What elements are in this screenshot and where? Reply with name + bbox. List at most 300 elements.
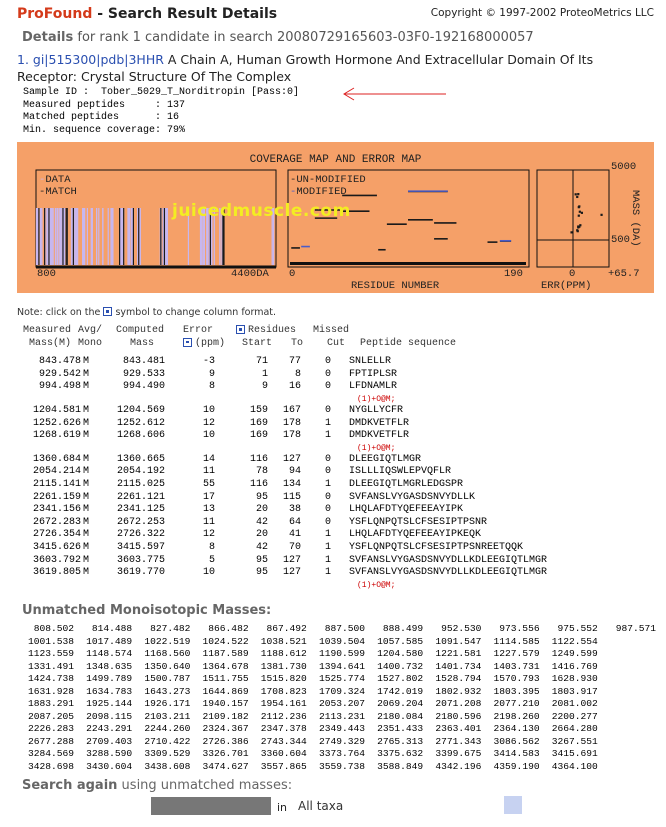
unmatched-mass: 887.500 [324, 623, 365, 634]
unmatched-mass: 3309.529 [144, 748, 191, 759]
search-again-label: Search again [22, 778, 118, 793]
cell-to: 70 [288, 541, 301, 553]
unmatched-mass: 3559.738 [318, 760, 365, 772]
protein-link[interactable]: 1. gi|515300|pdb|3HHR [17, 52, 164, 67]
error-point [578, 205, 580, 207]
cell-seq: SNLELLR [349, 356, 392, 368]
unmatched-mass: 1926.171 [144, 698, 191, 709]
sample-id: Sample ID : Tober_5029_T_Norditropin [Pass:0] [23, 87, 300, 98]
cell-type: M [83, 529, 90, 541]
unmatched-mass: 1188.612 [260, 648, 307, 659]
cell-computed: 2726.322 [116, 529, 165, 541]
cell-to: 64 [288, 516, 301, 528]
table-row [23, 529, 482, 542]
unmatched-mass: 3284.569 [27, 748, 74, 759]
x-left-min: 800 [37, 268, 56, 280]
cell-start: 95 [255, 491, 268, 503]
unmatched-mass: 1190.599 [318, 648, 365, 659]
unmatched-mass: 1708.823 [260, 685, 307, 697]
unmatched-mass: 814.488 [91, 623, 133, 634]
cell-to: 8 [294, 368, 301, 380]
modification-note: (1)+O@M; [357, 580, 396, 590]
modification-note: (1)+O@M; [357, 443, 396, 453]
unmatched-mass: 4342.196 [435, 760, 482, 772]
cell-cut: 1 [324, 541, 331, 553]
details-text: for rank 1 candidate in search 20080729165603-03F0-192168000057 [73, 30, 534, 45]
cell-error: 9 [208, 368, 215, 380]
unmatched-mass: 1114.585 [493, 635, 540, 647]
unmatched-mass: 1644.869 [202, 685, 249, 697]
cell-cut: 1 [324, 554, 331, 566]
cell-computed: 1268.606 [116, 430, 165, 442]
cell-to: 38 [288, 504, 301, 516]
cell-cut: 0 [324, 516, 331, 528]
cell-measured: 2115.141 [32, 478, 81, 490]
cell-computed: 3619.770 [116, 567, 165, 579]
cell-seq: DLEEGIQTLMGR [349, 453, 422, 465]
unmatched-mass: 3267.551 [551, 735, 598, 747]
cell-error: 55 [202, 478, 215, 490]
cell-type: M [83, 478, 90, 490]
measured-peptides: Measured peptides : 137 [23, 99, 186, 111]
cell-computed: 1204.569 [116, 404, 165, 416]
x-right-label: ERR(PPM) [541, 280, 592, 292]
unmatched-mass: 2771.343 [435, 735, 482, 747]
min-coverage: Min. sequence coverage: 79% [23, 124, 186, 136]
x-left-max: 4400DA [231, 268, 269, 280]
unmatched-mass: 808.502 [33, 623, 74, 634]
cell-computed: 1360.665 [116, 453, 165, 465]
unmatched-mass: 1528.794 [435, 673, 482, 684]
cell-cut: 1 [324, 417, 331, 429]
cell-measured: 1360.684 [32, 453, 81, 465]
unmatched-mass: 975.552 [557, 623, 598, 634]
cell-type: M [83, 516, 90, 528]
format-note: Note: click on the symbol to change column format. [17, 307, 277, 318]
y-mass-bottom: 500 [611, 234, 630, 246]
cell-error: 12 [202, 529, 215, 541]
unmatched-mass: 867.492 [266, 623, 307, 634]
unmatched-mass: 1381.730 [260, 660, 307, 672]
unmatched-mass: 2347.378 [260, 723, 307, 734]
page-title-text: - Search Result Details [92, 6, 278, 22]
unmatched-mass: 1204.580 [377, 648, 424, 659]
cell-type: M [83, 430, 90, 442]
cell-error: 11 [202, 466, 215, 478]
unmatched-mass: 1628.930 [551, 673, 598, 684]
unmatched-mass: 1802.932 [435, 685, 482, 697]
cell-measured: 1268.619 [32, 430, 81, 442]
unmatched-mass: 1017.489 [86, 635, 133, 647]
page-title [17, 6, 277, 22]
cell-measured: 929.542 [38, 368, 81, 380]
unmatched-mass: 2324.367 [202, 723, 249, 734]
unmatched-mass: 1400.732 [377, 660, 424, 672]
unmatched-mass: 3474.627 [202, 760, 249, 772]
cell-measured: 2341.156 [32, 504, 81, 516]
cell-seq: FPTIPLSR [349, 368, 398, 380]
cell-to: 178 [282, 417, 301, 429]
cell-measured: 2054.214 [32, 466, 81, 478]
cell-start: 20 [255, 504, 268, 516]
table-row [23, 478, 464, 492]
cell-start: 42 [255, 541, 268, 553]
unmatched-mass: 2244.260 [144, 723, 191, 734]
unmatched-mass: 1364.678 [202, 660, 249, 672]
unmatched-mass: 1803.917 [551, 685, 598, 697]
cell-type: M [83, 356, 90, 368]
cell-measured: 1252.626 [32, 417, 81, 429]
unmatched-mass: 1525.774 [318, 673, 365, 684]
unmatched-mass: 2743.344 [260, 735, 307, 747]
cell-to: 115 [282, 491, 301, 503]
cell-seq: LFDNAMLR [349, 381, 398, 393]
unmatched-mass: 1348.635 [86, 660, 133, 672]
cell-error: 11 [202, 516, 215, 528]
cell-cut: 0 [324, 356, 331, 368]
cell-to: 77 [288, 356, 301, 368]
unmatched-mass: 2351.433 [377, 723, 424, 734]
cell-computed: 2115.025 [116, 478, 165, 490]
unmatched-mass: 1499.789 [86, 673, 133, 684]
toggle-format-icon[interactable] [103, 307, 112, 316]
cell-seq: LHQLAFDTYQEFEEAYIPKEQK [349, 529, 482, 541]
unmatched-title: Unmatched Monoisotopic Masses: [22, 603, 272, 618]
legend-match: -MATCH [39, 186, 77, 198]
cell-error: 10 [202, 567, 215, 579]
cell-type: M [83, 381, 90, 393]
cell-measured: 2672.283 [32, 516, 81, 528]
cell-cut: 0 [324, 453, 331, 465]
unmatched-mass: 2069.204 [377, 698, 424, 709]
protein-description [17, 51, 657, 85]
unmatched-mass: 1039.504 [318, 635, 365, 647]
cell-cut: 0 [324, 491, 331, 503]
unmatched-mass: 2087.205 [27, 710, 74, 722]
cell-type: M [83, 554, 90, 566]
cell-measured: 994.498 [38, 381, 81, 393]
cell-measured: 2261.159 [32, 491, 81, 503]
cell-measured: 3415.626 [32, 541, 81, 553]
cell-computed: 994.490 [122, 381, 165, 393]
cell-cut: 1 [324, 529, 331, 541]
unmatched-mass: 1954.161 [260, 698, 307, 709]
unmatched-mass: 2226.283 [27, 723, 74, 734]
x-mid-label: RESIDUE NUMBER [351, 280, 440, 292]
unmatched-mass: 2109.182 [202, 710, 249, 722]
unmatched-mass: 2071.208 [435, 698, 482, 709]
table-row [23, 491, 476, 505]
cell-start: 159 [249, 404, 268, 416]
unmatched-mass: 2112.236 [260, 710, 307, 722]
unmatched-mass: 1394.641 [318, 660, 365, 672]
unmatched-mass: 2726.386 [202, 735, 249, 747]
cell-start: 9 [261, 381, 268, 393]
unmatched-mass: 2103.211 [144, 710, 191, 722]
unmatched-mass: 1187.589 [202, 648, 249, 659]
unmatched-mass: 1227.579 [493, 648, 540, 659]
cell-cut: 0 [324, 466, 331, 478]
table-row [23, 404, 404, 418]
legend-unmodified: -UN-MODIFIED [290, 174, 366, 186]
cell-computed: 3603.775 [116, 554, 165, 566]
table-row [23, 368, 398, 382]
unmatched-mass: 1634.783 [86, 685, 133, 697]
unmatched-mass: 2364.130 [493, 723, 540, 734]
unmatched-mass: 2349.443 [318, 723, 365, 734]
taxa-select[interactable]: All taxa [298, 799, 344, 813]
error-points [570, 193, 602, 233]
unmatched-mass: 1038.521 [260, 635, 307, 647]
table-header-row-2: Mass(M) Mono Mass (ppm) Start To Cut Peptide sequence [29, 337, 457, 349]
unmatched-mass: 1527.802 [377, 673, 424, 684]
unmatched-mass: 1940.157 [202, 698, 249, 709]
table-row [23, 417, 410, 431]
watermark-text: juicedmuscle.com [172, 201, 351, 221]
cell-type: M [83, 453, 90, 465]
unmatched-mass: 973.556 [499, 623, 540, 634]
cell-error: 8 [208, 381, 215, 393]
unmatched-mass: 1350.640 [144, 660, 191, 672]
error-point [576, 229, 578, 231]
x-right-max: +65.7 [608, 268, 640, 280]
cell-computed: 2672.253 [116, 516, 165, 528]
unmatched-mass: 2113.231 [318, 710, 365, 722]
cell-error: 12 [202, 417, 215, 429]
cell-measured: 3619.805 [32, 567, 81, 579]
cell-error: -3 [202, 356, 215, 368]
cell-seq: ISLLLIQSWLEPVQFLR [349, 466, 452, 478]
unmatched-mass: 1416.769 [551, 660, 598, 672]
unmatched-mass: 3288.590 [86, 748, 133, 759]
table-row [23, 356, 392, 369]
table-header-row-1: Measured Avg/ Computed Error Residues Missed [23, 325, 350, 336]
unmatched-mass: 3414.583 [493, 748, 540, 759]
cell-to: 41 [288, 529, 301, 541]
unmatched-mass: 2677.288 [27, 735, 74, 747]
cell-seq: SVFANSLVYGASDSNVYDLLKDLEEGIQTLMGR [349, 554, 548, 566]
error-point [579, 224, 581, 226]
cell-cut: 0 [324, 368, 331, 380]
unmatched-mass: 1925.144 [86, 698, 133, 709]
unmatched-mass: 1168.560 [144, 648, 191, 659]
unmatched-mass: 1022.519 [144, 635, 191, 647]
unmatched-mass: 1709.324 [318, 685, 365, 697]
unmatched-mass: 2198.260 [493, 710, 540, 722]
table-row [23, 504, 464, 517]
unmatched-mass: 866.482 [208, 623, 249, 634]
search-again-line: Search again using unmatched masses: [22, 778, 293, 793]
x-right-min: 0 [569, 268, 576, 280]
unmatched-mass: 1331.491 [27, 660, 74, 672]
cell-seq: DMDKVETFLR [349, 417, 410, 429]
cell-cut: 0 [324, 404, 331, 416]
error-point [575, 193, 577, 195]
unmatched-mass: 1122.554 [551, 635, 598, 647]
table-body [23, 356, 548, 591]
error-point [577, 193, 579, 195]
cell-cut: 0 [324, 381, 331, 393]
unmatched-mass: 1123.559 [27, 648, 74, 659]
cell-error: 14 [202, 453, 215, 465]
unmatched-mass: 3373.764 [318, 748, 365, 759]
unmatched-mass: 3430.604 [86, 760, 133, 772]
cell-type: M [83, 504, 90, 516]
search-again-input[interactable] [151, 797, 271, 815]
table-row [23, 466, 452, 479]
unmatched-mass: 2749.329 [318, 735, 365, 747]
cell-measured: 843.478 [38, 356, 81, 368]
table-row [23, 554, 548, 568]
unmatched-mass: 3438.608 [144, 760, 191, 772]
unmatched-mass: 4364.100 [551, 760, 598, 772]
unmatched-mass: 1024.522 [202, 635, 249, 647]
cell-to: 127 [282, 554, 301, 566]
error-point [576, 196, 578, 198]
unmatched-mass: 1091.547 [435, 635, 482, 647]
copyright-text: Copyright © 1997-2002 ProteoMetrics LLC [430, 7, 654, 19]
unmatched-mass: 1643.273 [144, 685, 191, 697]
search-submit-button[interactable] [504, 796, 522, 814]
matched-peptides: Matched peptides : 16 [23, 112, 180, 124]
table-row [23, 567, 548, 580]
x-mid-min: 0 [289, 268, 296, 280]
table-row [23, 453, 422, 467]
unmatched-mass: 1803.395 [493, 685, 540, 697]
cell-start: 95 [255, 567, 268, 579]
unmatched-mass: 1515.820 [260, 673, 307, 684]
cell-type: M [83, 567, 90, 579]
unmatched-mass: 2709.403 [86, 735, 133, 747]
cell-computed: 2341.125 [116, 504, 165, 516]
unmatched-mass: 3557.865 [260, 760, 307, 772]
cell-error: 10 [202, 430, 215, 442]
unmatched-mass: 827.482 [150, 623, 191, 634]
unmatched-mass: 3360.604 [260, 748, 307, 759]
cell-start: 1 [261, 368, 268, 380]
error-point [570, 231, 572, 233]
unmatched-mass: 3399.675 [435, 748, 482, 759]
cell-computed: 843.481 [122, 356, 165, 368]
table-row [23, 381, 398, 394]
cell-measured: 1204.581 [32, 404, 81, 416]
unmatched-mass: 2363.401 [435, 723, 482, 734]
unmatched-mass: 1500.787 [144, 673, 191, 684]
pointer-arrow-icon [340, 86, 450, 102]
unmatched-mass: 4359.190 [493, 760, 540, 772]
cell-seq: DLEEGIQTLMGRLEDGSPR [349, 478, 464, 490]
cell-seq: SVFANSLVYGASDSNVYDLLK [349, 491, 476, 503]
unmatched-mass: 2243.291 [86, 723, 133, 734]
unmatched-mass: 3415.691 [551, 748, 598, 759]
unmatched-mass: 2098.115 [86, 710, 133, 722]
peptide-table [23, 325, 548, 591]
unmatched-mass: 987.571 [615, 623, 656, 634]
cell-type: M [83, 368, 90, 380]
protein-name: A Chain A, Human Growth Hormone And Extracellular Domain Of Its Receptor: Crystal Structure Of The Complex [17, 52, 594, 84]
unmatched-mass: 2081.002 [551, 698, 598, 709]
table-row [23, 516, 488, 530]
error-point [578, 215, 580, 217]
cell-seq: YSFLQNPQTSLCFSESIPTPSNR [349, 516, 488, 528]
brand-name: ProFound [17, 6, 93, 22]
error-point [579, 211, 581, 213]
unmatched-mass: 1883.291 [27, 698, 74, 709]
unmatched-mass: 1148.574 [86, 648, 133, 659]
cell-start: 116 [249, 478, 268, 490]
unmatched-mass: 2710.422 [144, 735, 191, 747]
unmatched-mass: 888.499 [382, 623, 424, 634]
table-row [23, 541, 524, 555]
cell-start: 169 [249, 430, 268, 442]
cell-cut: 0 [324, 504, 331, 516]
unmatched-mass: 2200.277 [551, 710, 598, 722]
cell-to: 178 [282, 430, 301, 442]
cell-computed: 3415.597 [116, 541, 165, 553]
cell-error: 10 [202, 404, 215, 416]
cell-type: M [83, 541, 90, 553]
cell-error: 13 [202, 504, 215, 516]
cell-to: 167 [282, 404, 301, 416]
unmatched-mass: 3375.632 [377, 748, 424, 759]
cell-start: 71 [255, 356, 268, 368]
details-label: Details [22, 30, 74, 45]
y-mass-label: MASS (DA) [629, 190, 641, 247]
cell-type: M [83, 404, 90, 416]
unmatched-mass: 3326.701 [202, 748, 249, 759]
cell-cut: 1 [324, 478, 331, 490]
cell-type: M [83, 466, 90, 478]
unmatched-mass: 2077.210 [493, 698, 540, 709]
unmatched-mass: 1742.019 [377, 685, 424, 697]
error-point [577, 225, 579, 227]
error-point [581, 212, 583, 214]
cell-seq: DMDKVETFLR [349, 430, 410, 442]
unmatched-mass: 1511.755 [202, 673, 249, 684]
unmatched-mass: 1570.793 [493, 673, 540, 684]
cell-type: M [83, 417, 90, 429]
cell-to: 127 [282, 453, 301, 465]
y-mass-top: 5000 [611, 161, 637, 173]
cell-seq: YSFLQNPQTSLCFSESIPTPSNREETQQK [349, 541, 524, 553]
cell-start: 169 [249, 417, 268, 429]
details-line [22, 30, 534, 45]
cell-start: 20 [255, 529, 268, 541]
cell-measured: 2726.354 [32, 529, 81, 541]
cell-start: 116 [249, 453, 268, 465]
cell-computed: 1252.612 [116, 417, 165, 429]
unmatched-mass: 2180.596 [435, 710, 482, 722]
unmatched-mass: 1221.581 [435, 648, 482, 659]
unmatched-mass: 2765.313 [377, 735, 424, 747]
legend-data: -DATA [39, 174, 71, 186]
cell-to: 127 [282, 567, 301, 579]
cell-cut: 1 [324, 430, 331, 442]
unmatched-mass: 3588.849 [377, 760, 424, 772]
unmatched-mass: 2180.084 [377, 710, 424, 722]
table-row [23, 430, 410, 443]
cell-error: 8 [208, 541, 215, 553]
x-mid-max: 190 [504, 268, 523, 280]
sample-summary [23, 87, 299, 137]
unmatched-mass: 1631.928 [27, 685, 74, 697]
cell-start: 95 [255, 554, 268, 566]
cell-cut: 1 [324, 567, 331, 579]
unmatched-mass: 1403.731 [493, 660, 540, 672]
cell-computed: 2261.121 [116, 491, 165, 503]
cell-measured: 3603.792 [32, 554, 81, 566]
cell-seq: SVFANSLVYGASDSNVYDLLKDLEEGIQTLMGR [349, 567, 548, 579]
